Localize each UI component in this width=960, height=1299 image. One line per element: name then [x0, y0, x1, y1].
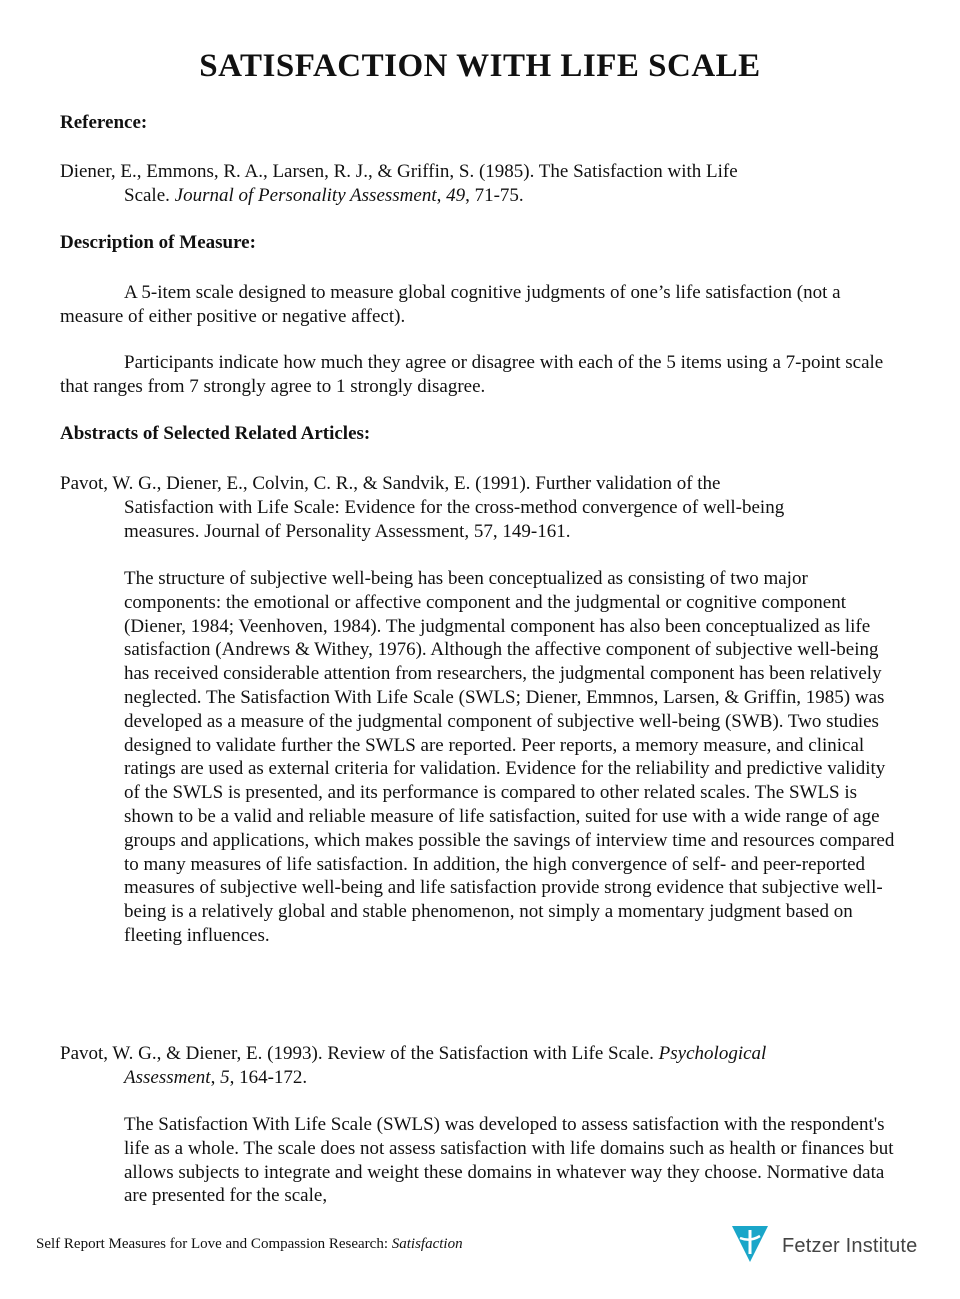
abstracts-heading: Abstracts of Selected Related Articles: [60, 423, 371, 444]
reference-line-2: Scale. Journal of Personality Assessment, 49, 71-75. [124, 184, 524, 206]
description-paragraph: A 5-item scale designed to measure global cognitive judgments of one’s life satisfaction (not a measure of either positive or negative affect). [60, 282, 841, 327]
fetzer-logo [730, 1226, 920, 1266]
citation-line: Assessment, 5, 164-172. [124, 1066, 308, 1088]
article-abstract: The structure of subjective well-being has been conceptualized as consisting of two major components: the emotional or affective component and the judgmental or cognitive component (Diener, 1984; Veenhoven, 1984). The judgmental component has also been conceptualized as life satisfaction (Andrews & Withey, 1976). Although the affective component of subjective well-being has received considerable attention from researchers, the judgmental component has been relatively neglected. The Satisfaction With Life Scale (SWLS; Diener, Emmnos, Larsen, & Griffin, 1985) was developed as a measure of the judgmental component of subjective well-being (SWB). Two studies designed to validate further the SWLS are reported. Peer reports, a memory measure, and clinical ratings are used as external criteria for validation. Evidence for the reliability and predictive validity of the SWLS is presented, and its performance is compared to other related scales. The SWLS is shown to be a valid and reliable measure of life satisfaction, suited for use with a wide range of age groups and applications, which makes possible the savings of interview time and resources compared to many measures of life satisfaction. In addition, the high convergence of self- and peer-reported measures of subjective well-being and life satisfaction provide strong evidence that subjective well-being is a relatively global and stable phenomenon, not simply a momentary judgment based on fleeting influences. [124, 568, 895, 946]
footer-topic: Satisfaction [391, 1236, 463, 1252]
page-title: SATISFACTION WITH LIFE SCALE [199, 48, 761, 84]
article-citation [60, 1042, 900, 1090]
journal-volume: 5 [220, 1066, 230, 1088]
journal-title: Journal of Personality Assessment [174, 184, 437, 206]
citation-line: Pavot, W. G., Diener, E., Colvin, C. R., & Sandvik, E. (1991). Further validation of the [60, 473, 721, 494]
article-abstract: The Satisfaction With Life Scale (SWLS) was developed to assess satisfaction with the respondent's life as a whole. The scale does not assess satisfaction with life domains such as health or finances but allows subjects to integrate and weight these domains in whatever way they choose. Normative data are presented for the scale, [124, 1114, 894, 1207]
article-citation [60, 472, 900, 543]
citation-line: Pavot, W. G., & Diener, E. (1993). Review of the Satisfaction with Life Scale. Psychological [60, 1043, 767, 1064]
fetzer-logo-text: Fetzer Institute [782, 1234, 918, 1257]
reference-citation [60, 160, 900, 208]
citation-line: Satisfaction with Life Scale: Evidence for the cross-method convergence of well-being [124, 496, 785, 518]
description-paragraph: Participants indicate how much they agree or disagree with each of the 5 items using a 7-point scale that ranges from 7 strongly agree to 1 strongly disagree. [60, 352, 884, 397]
fetzer-logo-icon [730, 1224, 770, 1269]
journal-volume: 49 [446, 184, 466, 206]
description-heading: Description of Measure: [60, 232, 256, 253]
reference-line-1: Diener, E., Emmons, R. A., Larsen, R. J., & Griffin, S. (1985). The Satisfaction with Life [60, 161, 738, 182]
citation-line: measures. Journal of Personality Assessment, 57, 149-161. [124, 520, 571, 542]
footer-source: Self Report Measures for Love and Compassion Research: Satisfaction [36, 1236, 463, 1252]
journal-title: Psychological [658, 1043, 767, 1064]
reference-heading: Reference: [60, 112, 148, 133]
journal-title: Assessment [124, 1066, 211, 1088]
